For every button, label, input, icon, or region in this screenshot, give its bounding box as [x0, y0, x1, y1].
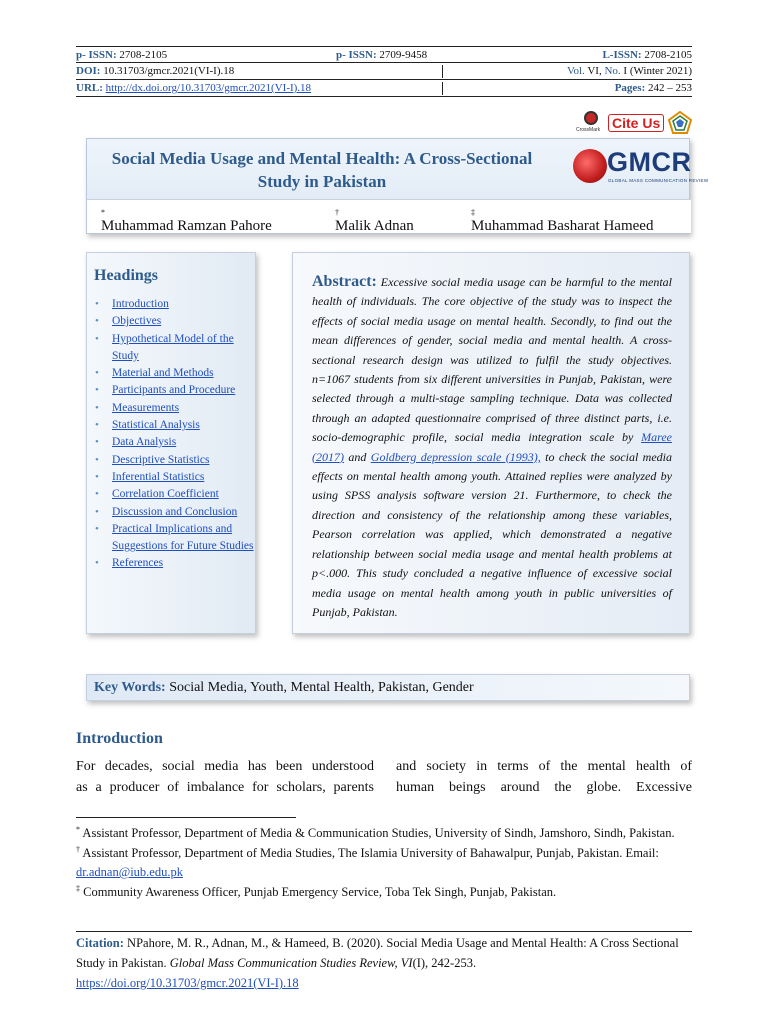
maree-link[interactable]: Maree (2017): [312, 430, 672, 464]
citation: [76, 933, 692, 993]
author-2: Malik Adnan †: [335, 208, 414, 234]
toc-link[interactable]: Data Analysis: [112, 436, 177, 449]
bullet-icon: •: [95, 453, 99, 466]
intro-column-2: [396, 756, 692, 798]
gmcr-logo: [573, 147, 709, 187]
headings-panel: [86, 252, 256, 634]
pages-label: Pages:: [614, 82, 646, 94]
lissn-label: L-ISSN:: [602, 48, 642, 61]
footnote-1: * Assistant Professor, Department of Media & Communication Studies, University of Sindh, Jamshoro, Sindh, Pakistan.: [76, 824, 675, 840]
bullet-icon: •: [95, 557, 99, 570]
bullet-icon: •: [95, 367, 99, 380]
bullet-icon: •: [95, 298, 99, 310]
toc-item[interactable]: [95, 434, 255, 451]
cite-us-button[interactable]: Cite Us: [608, 114, 664, 132]
toc-item[interactable]: [95, 452, 255, 469]
citation-rest: (I), 242-253.: [412, 956, 477, 970]
bullet-icon: •: [95, 315, 99, 328]
footnotes: [76, 824, 692, 902]
toc-item[interactable]: [95, 417, 255, 434]
toc-item[interactable]: [95, 504, 255, 521]
citation-label: Citation:: [76, 936, 124, 950]
abstract-label: Abstract:: [312, 273, 377, 290]
toc-link[interactable]: Inferential Statistics: [112, 470, 205, 483]
author-3: Muhammad Basharat Hameed ‡: [471, 208, 654, 234]
intro-line: as a producer of imbalance for scholars, parents: [76, 780, 374, 795]
bullet-icon: •: [95, 522, 99, 535]
toc-link[interactable]: Material and Methods: [112, 367, 214, 380]
doi-row: [76, 63, 692, 80]
bullet-icon: •: [95, 436, 99, 449]
goldberg-link[interactable]: Goldberg depression scale (1993),: [370, 449, 541, 464]
pissn2-value: 2709-9458: [379, 48, 428, 61]
keywords-label: Key Words:: [94, 680, 166, 695]
toc-item[interactable]: [95, 296, 255, 313]
bullet-icon: •: [95, 470, 99, 483]
vol-value: VI,: [587, 65, 602, 77]
toc-item[interactable]: [95, 521, 255, 556]
footnote-3: ‡ Community Awareness Officer, Punjab Emergency Service, Toba Tek Singh, Punjab, Pakistan.: [76, 883, 557, 899]
bullet-icon: •: [95, 488, 99, 501]
abstract-body-1: Excessive social media usage can be harmful to the mental health of individuals. The core objective of the study was to inspect the effects of social media usage on mental health. Secondly, to find out the mean differences of gender, social media and mental health. A cross-sectional research design was utilized to fulfil the study objectives. n=1067 students from six different universities in Punjab, Pakistan, were selected through a multi-stage sampling technique. Data was collected through an adapted questionnaire comprised of three distinct parts, i.e. socio-demographic profile, social media integration scale by: [312, 275, 672, 445]
introduction-heading: Introduction: [76, 730, 163, 747]
toc-link[interactable]: Introduction: [112, 298, 169, 310]
keywords-box: [86, 674, 690, 701]
badges: [578, 109, 694, 137]
bullet-icon: •: [95, 401, 99, 414]
abstract-body-3: to check the social media effects on mental health among youth. Attained replies were analyzed by using SPSS analysis software version 21. Furthermore, to check the direction and consistency of the relationship among these variables, Pearson correlation was applied, which demonstrated a negative relationship between social media usage and mental health problems at p<.000. This study concluded a negative influence of excessive social media usage on mental health among youth in public universities of Punjab, Pakistan.: [312, 449, 673, 619]
abstract-text: [312, 272, 672, 622]
vol-label: Vol.: [566, 65, 585, 77]
toc-item[interactable]: [95, 469, 255, 486]
pissn2-label: p- ISSN:: [336, 48, 377, 61]
toc-link[interactable]: Correlation Coefficient: [112, 488, 219, 501]
toc-link[interactable]: Measurements: [112, 401, 180, 414]
url-row: [76, 80, 692, 97]
toc-link[interactable]: Discussion and Conclusion: [112, 505, 238, 518]
pentagon-logo-icon: [668, 111, 692, 135]
pages-value: 242 – 253: [648, 82, 692, 94]
globe-icon: [573, 149, 607, 183]
bullet-icon: •: [95, 419, 99, 432]
intro-line: and society in terms of the mental health of: [396, 759, 692, 774]
table-of-contents: [95, 296, 255, 573]
intro-column-1: [76, 756, 374, 798]
toc-link[interactable]: Hypothetical Model of the Study: [112, 332, 234, 362]
logo-word: GMCR: [607, 147, 692, 177]
headings-title: Headings: [94, 267, 159, 284]
pissn-value: 2708-2105: [119, 48, 168, 61]
doi-value: 10.31703/gmcr.2021(VI-I).18: [103, 65, 235, 77]
abstract-panel: [292, 252, 690, 634]
toc-link[interactable]: Descriptive Statistics: [112, 453, 210, 466]
bullet-icon: •: [95, 505, 99, 518]
issn-row: [76, 46, 692, 63]
toc-item[interactable]: [95, 382, 255, 399]
citation-text: NPahore, M. R., Adnan, M., & Hameed, B. (2020). Social Media Usage and Mental Health: A Cross Sectional Study in Pakistan.: [76, 936, 679, 970]
toc-link[interactable]: Objectives: [112, 315, 162, 328]
toc-item[interactable]: [95, 365, 255, 382]
crossmark-label: CrossMark: [576, 127, 601, 133]
toc-link[interactable]: Statistical Analysis: [112, 419, 200, 432]
citation-divider: [76, 931, 692, 932]
abstract-body-2: and: [344, 449, 371, 464]
toc-item[interactable]: [95, 313, 255, 330]
footnote-divider: [76, 817, 296, 818]
no-value: I (Winter 2021): [623, 65, 692, 77]
crossmark-icon[interactable]: [578, 110, 604, 136]
toc-link[interactable]: Participants and Procedure: [112, 384, 236, 397]
toc-link[interactable]: Practical Implications and Suggestions for Future Studies: [112, 522, 254, 553]
keywords-value: Social Media, Youth, Mental Health, Pakistan, Gender: [169, 680, 474, 695]
bullet-icon: •: [95, 332, 99, 345]
citation-journal: Global Mass Communication Studies Review, VI: [169, 956, 413, 970]
no-label: No.: [604, 65, 621, 77]
author-1: Muhammad Ramzan Pahore *: [101, 208, 272, 234]
url-link[interactable]: http://dx.doi.org/10.31703/gmcr.2021(VI-I).18: [105, 82, 312, 94]
bullet-icon: •: [95, 384, 99, 397]
title-box: [86, 138, 709, 234]
author-list: [87, 199, 691, 233]
footnote-2: † Assistant Professor, Department of Media Studies, The Islamia University of Bahawalpur, Punjab, Pakistan. Email: dr.adnan@iub.edu.pk: [76, 844, 659, 879]
journal-header: [76, 46, 692, 97]
email-link[interactable]: dr.adnan@iub.edu.pk: [76, 865, 183, 879]
pissn-label: p- ISSN:: [76, 48, 117, 61]
citation-doi-link[interactable]: https://doi.org/10.31703/gmcr.2021(VI-I).18: [76, 976, 299, 990]
toc-item[interactable]: [95, 486, 255, 503]
paper-title: Social Media Usage and Mental Health: A Cross-Sectional Study in Pakistan: [111, 149, 533, 191]
toc-item[interactable]: [95, 400, 255, 417]
toc-link[interactable]: References: [112, 557, 164, 570]
toc-item[interactable]: [95, 331, 255, 366]
doi-label: DOI:: [76, 65, 101, 77]
logo-subtitle: GLOBAL MASS COMMUNICATION REVIEW: [608, 178, 709, 183]
lissn-value: 2708-2105: [644, 48, 692, 61]
toc-item[interactable]: [95, 555, 255, 572]
intro-line: human beings around the globe. Excessive: [396, 780, 692, 795]
intro-line: For decades, social media has been understood: [76, 759, 374, 774]
url-label: URL:: [76, 82, 103, 94]
